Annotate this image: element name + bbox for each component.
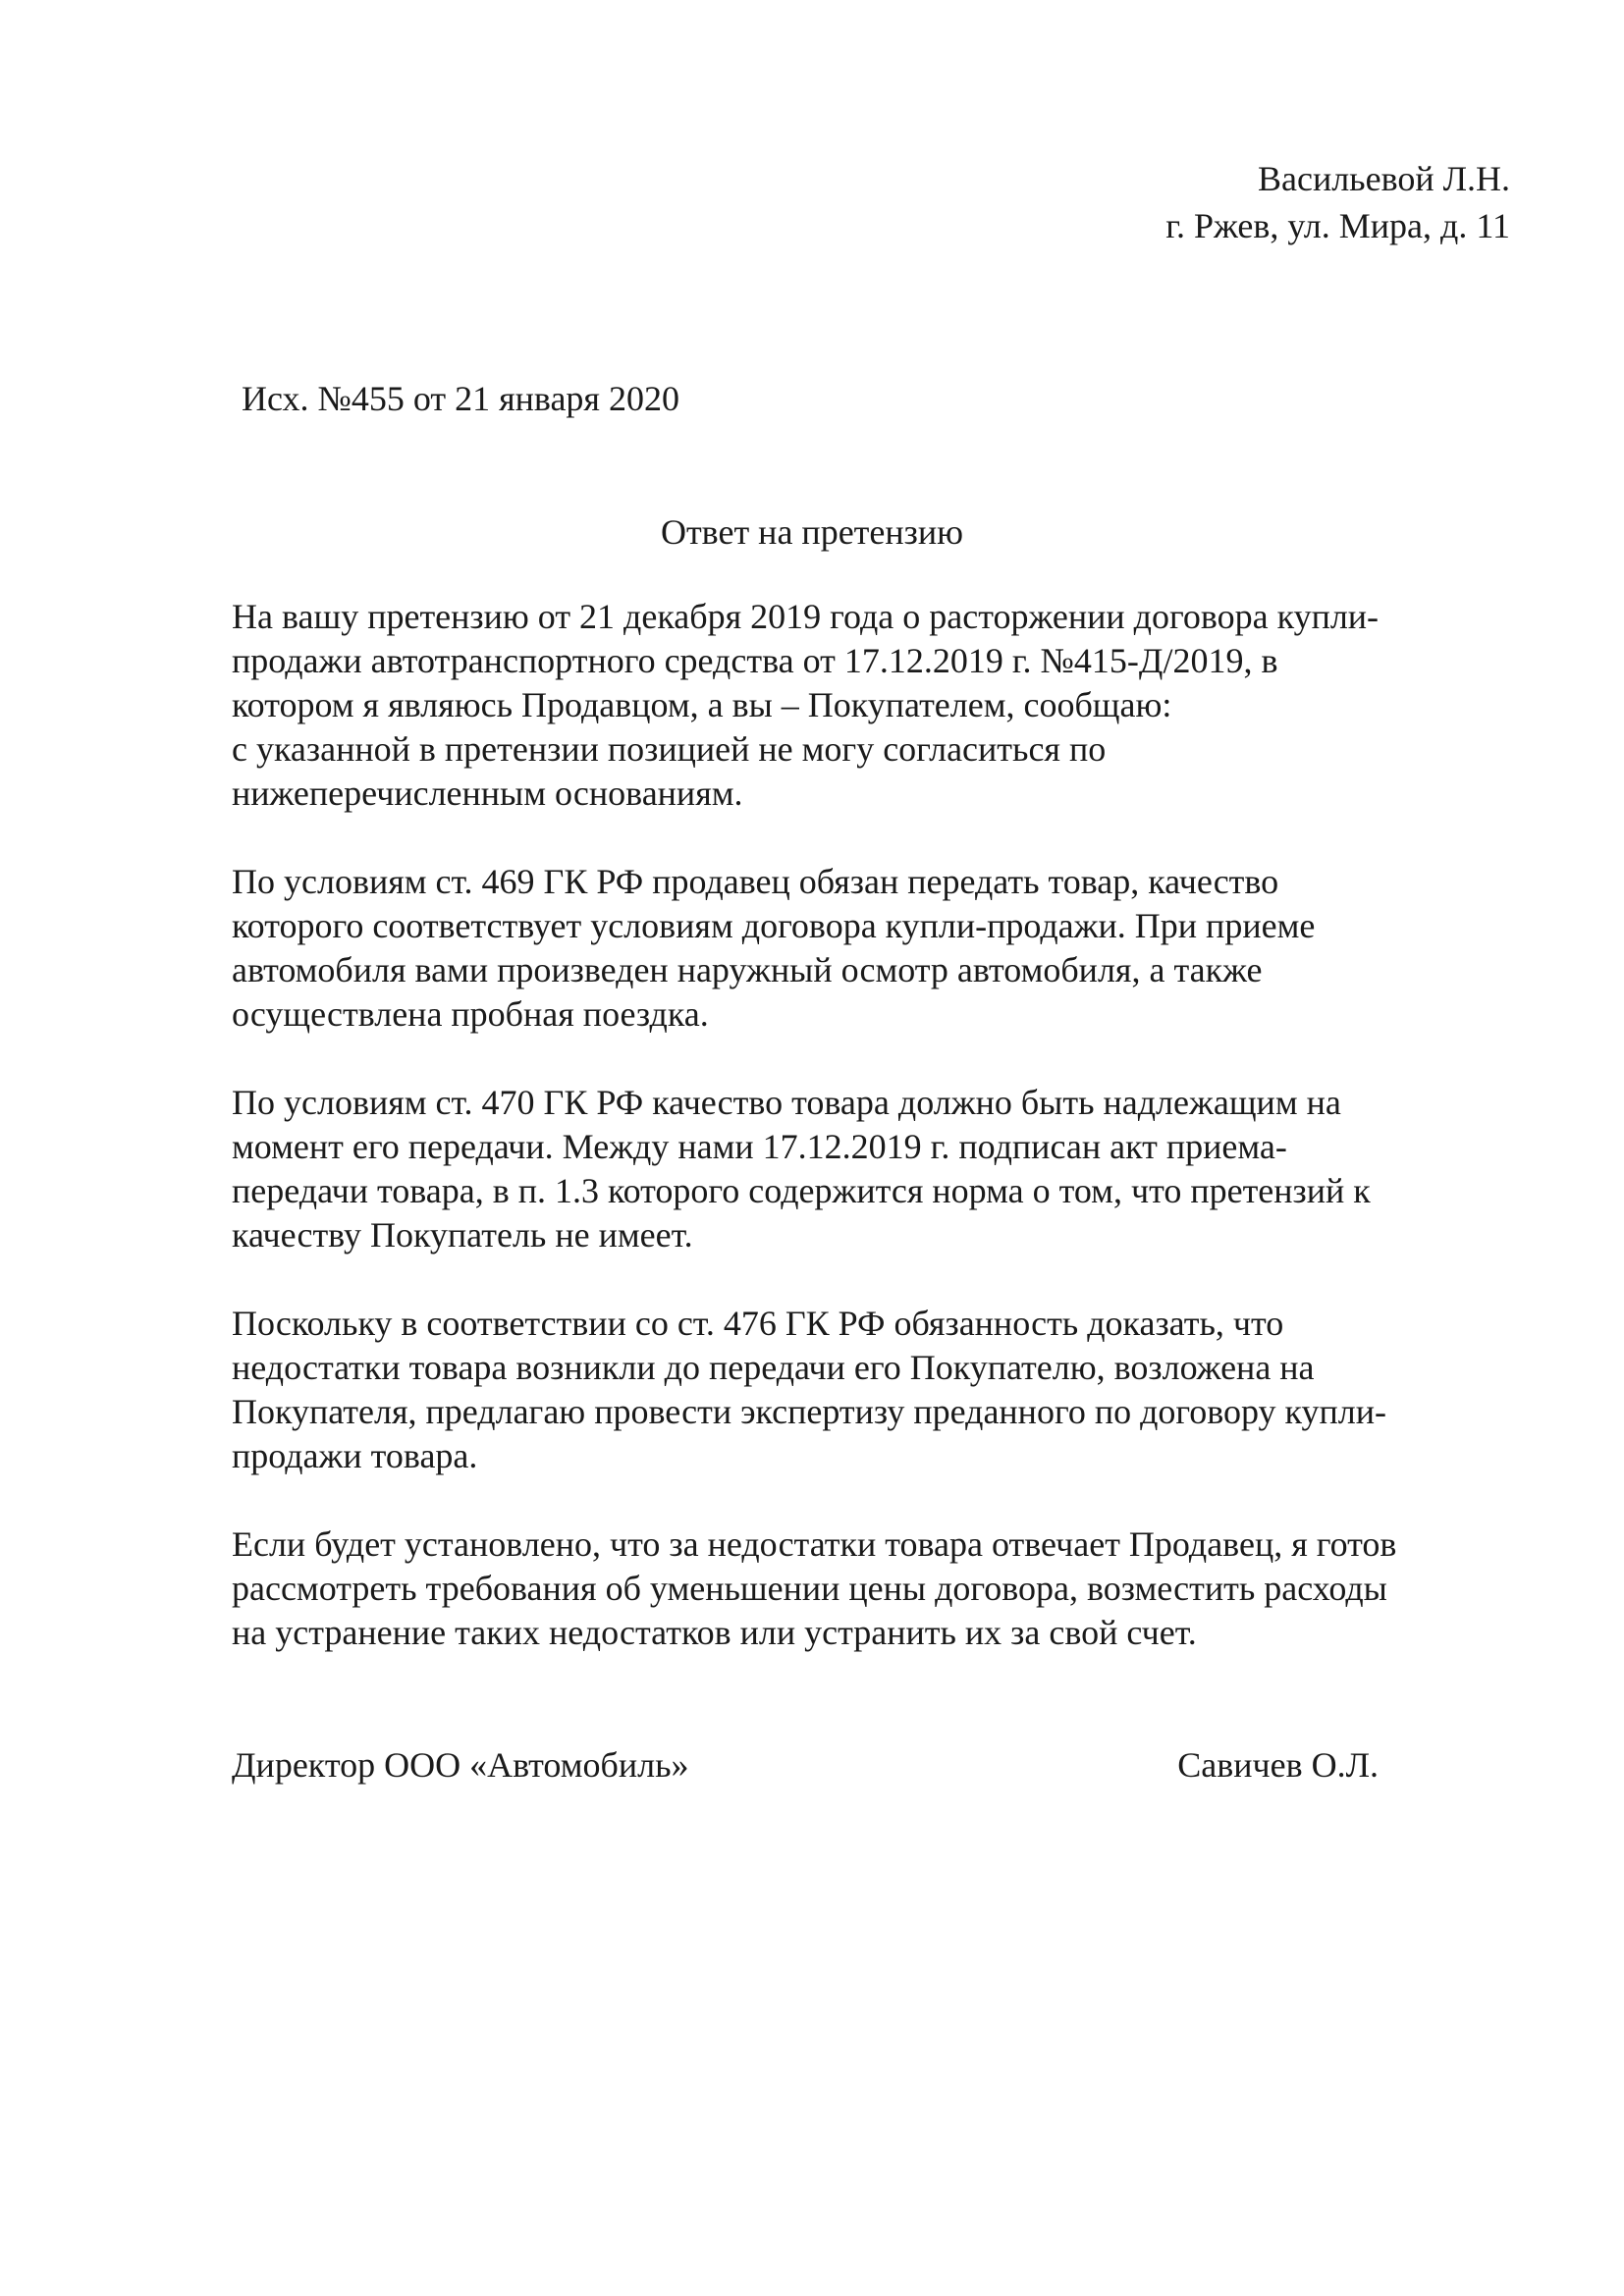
paragraph-line: По условиям ст. 470 ГК РФ качество товара должно быть надлежащим на: [232, 1083, 1341, 1122]
paragraph-line: На вашу претензию от 21 декабря 2019 года о расторжении договора купли-: [232, 597, 1380, 636]
paragraph-5: [232, 1522, 1547, 1655]
paragraph-line: передачи товара, в п. 1.3 которого содержится норма о том, что претензий к: [232, 1171, 1371, 1210]
paragraph-line: с указанной в претензии позицией не могу согласиться по: [232, 729, 1107, 769]
paragraph-line: Если будет установлено, что за недостатки товара отвечает Продавец, я готов: [232, 1524, 1397, 1564]
paragraph-line: на устранение таких недостатков или устранить их за свой счет.: [232, 1613, 1197, 1652]
letter-body: [232, 595, 1547, 1699]
paragraph-line: Поскольку в соответствии со ст. 476 ГК РФ обязанность доказать, что: [232, 1304, 1284, 1343]
paragraph-line: продажи товара.: [232, 1436, 478, 1475]
paragraph-line: Покупателя, предлагаю провести экспертизу преданного по договору купли-: [232, 1392, 1387, 1431]
paragraph-line: рассмотреть требования об уменьшении цены договора, возместить расходы: [232, 1569, 1387, 1608]
paragraph-line: недостатки товара возникли до передачи его Покупателю, возложена на: [232, 1348, 1315, 1387]
paragraph-4: [232, 1302, 1547, 1478]
signatory-position: Директор ООО «Автомобиль»: [232, 1745, 689, 1785]
document-title: Ответ на претензию: [660, 512, 964, 552]
paragraph-line: которого соответствует условиям договора купли-продажи. При приеме: [232, 906, 1316, 945]
paragraph-line: автомобиля вами произведен наружный осмотр автомобиля, а также: [232, 950, 1263, 989]
paragraph-line: осуществлена пробная поездка.: [232, 994, 709, 1034]
addressee-name: Васильевой Л.Н.: [1257, 159, 1510, 198]
outgoing-reference: Исх. №455 от 21 января 2020: [242, 379, 679, 418]
paragraph-line: котором я являюсь Продавцом, а вы – Покупателем, сообщаю:: [232, 685, 1172, 724]
signatory-name: Савичев О.Л.: [1177, 1745, 1379, 1785]
paragraph-line: По условиям ст. 469 ГК РФ продавец обязан передать товар, качество: [232, 862, 1279, 901]
paragraph-line: продажи автотранспортного средства от 17.12.2019 г. №415-Д/2019, в: [232, 641, 1278, 680]
paragraph-1: [232, 595, 1547, 816]
paragraph-line: нижеперечисленным основаниям.: [232, 774, 743, 813]
addressee-block: [1165, 155, 1510, 249]
paragraph-line: качеству Покупатель не имеет.: [232, 1215, 693, 1255]
addressee-address: г. Ржев, ул. Мира, д. 11: [1165, 206, 1510, 245]
paragraph-3: [232, 1081, 1547, 1257]
paragraph-line: момент его передачи. Между нами 17.12.2019 г. подписан акт приема-: [232, 1127, 1287, 1166]
paragraph-2: [232, 860, 1547, 1037]
